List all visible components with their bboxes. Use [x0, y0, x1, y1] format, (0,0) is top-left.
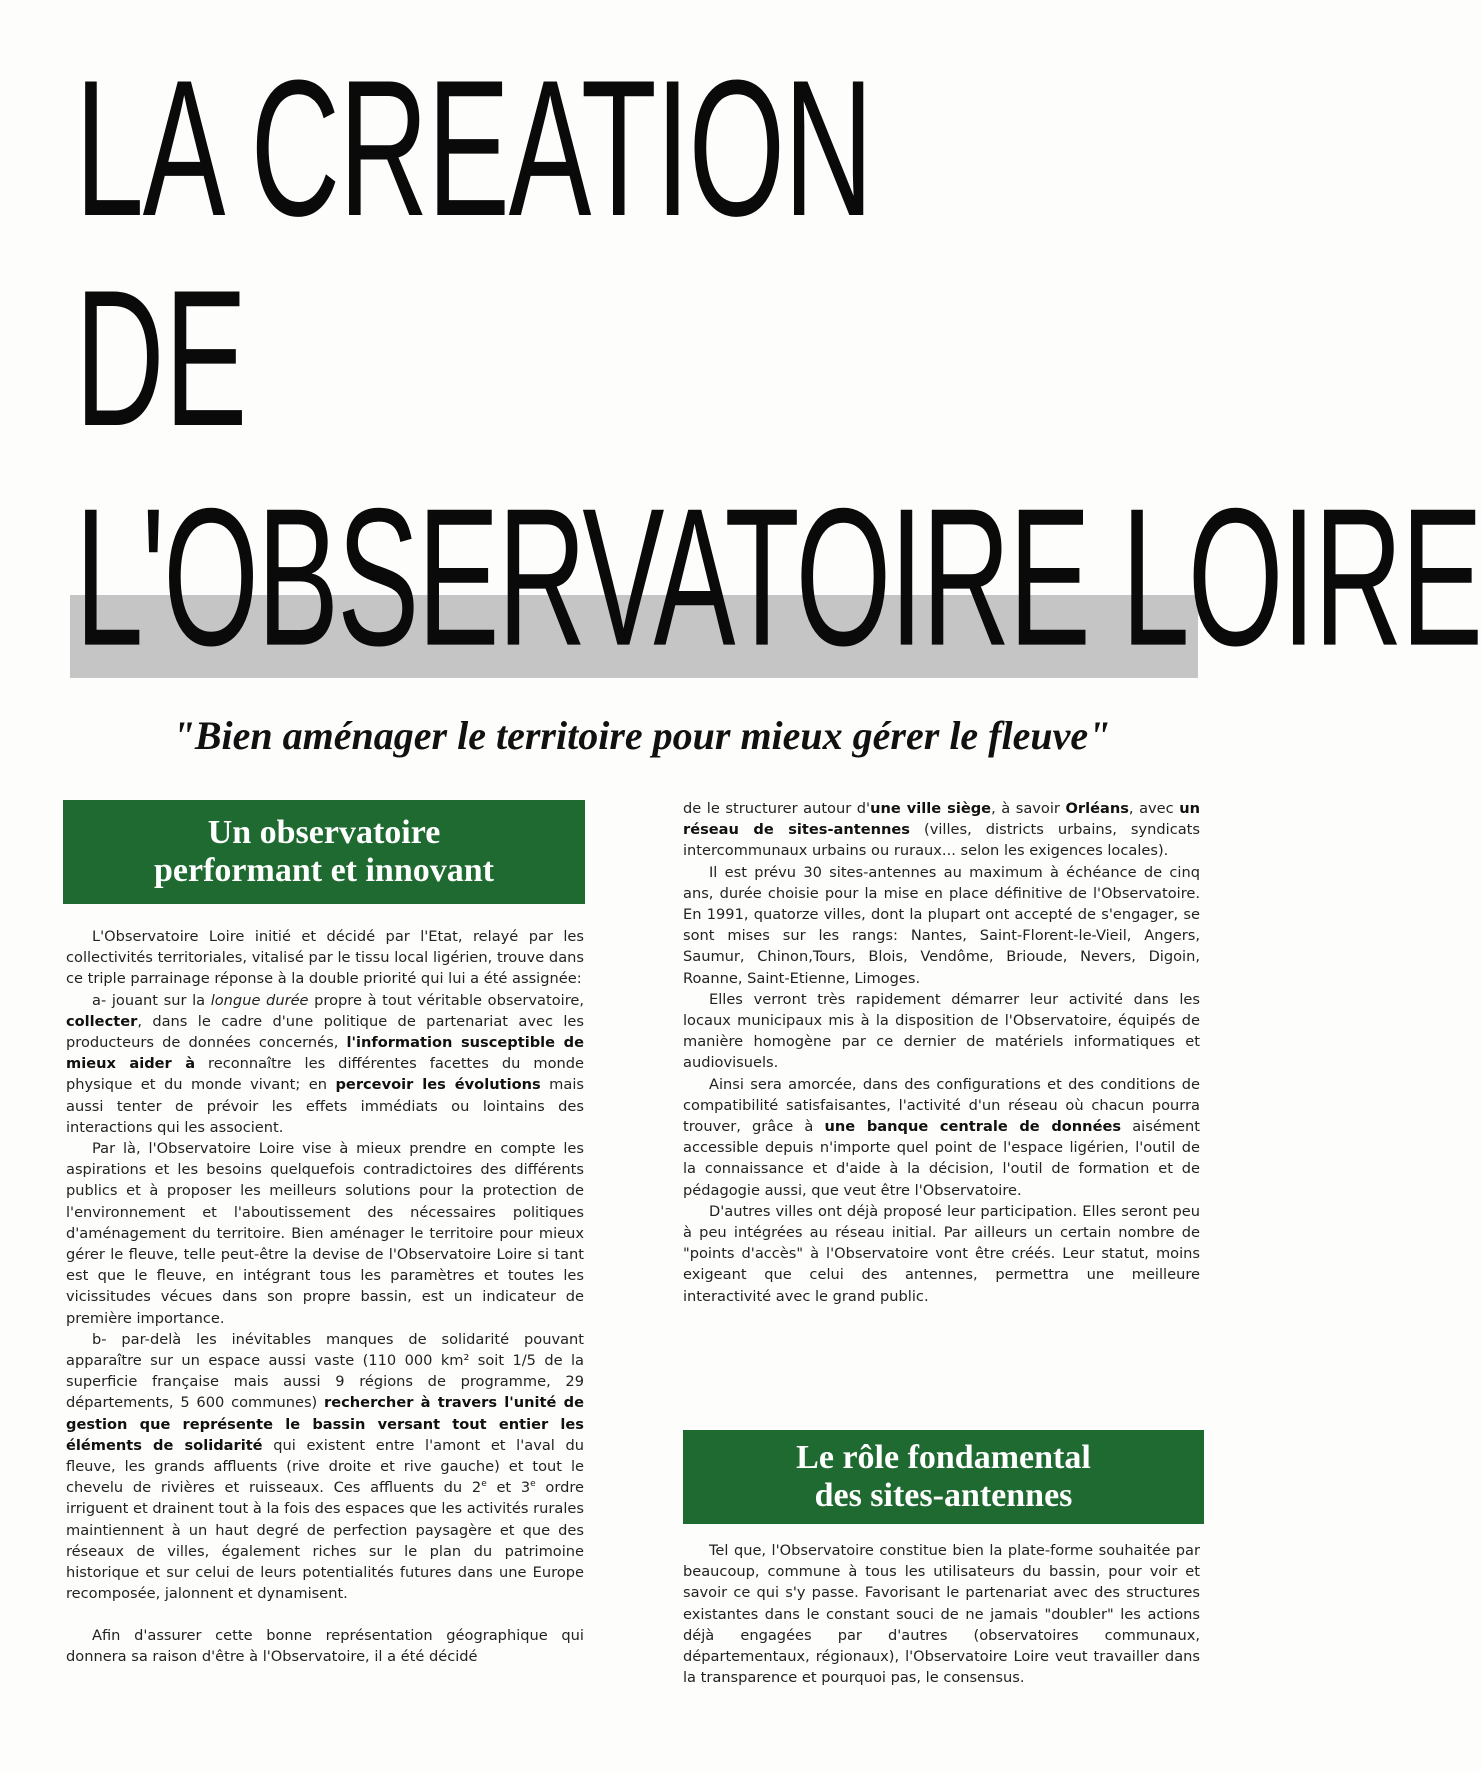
paragraph: L'Observatoire Loire initié et décidé par l'Etat, relayé par les collectivités territoriales, vitalisé par le tissu local ligérien, trouve dans ce triple parrainage réponse à la double priorité qui lui a été assignée:: [66, 928, 584, 988]
paragraph: [66, 1329, 584, 1605]
section-heading-line: des sites-antennes: [814, 1477, 1073, 1514]
paragraph: Afin d'assurer cette bonne représentation géographique qui donnera sa raison d'être à l'Observatoire, il a été décidé: [66, 1626, 584, 1665]
section-heading-sites-antennes: [683, 1430, 1204, 1524]
section-heading-observatoire: [63, 800, 585, 904]
text-run-bold: collecter: [66, 1012, 138, 1030]
text-run: b- par-delà les inévitables manques de solidarité pouvant apparaître sur un espace aussi vaste (110 000 km² soit 1/5 de la superficie française mais aussi 9 régions de programme, 29 départements, 5 600 communes): [66, 1330, 584, 1412]
right-column-text: [683, 798, 1200, 1307]
text-run: qui existent entre l'amont et l'aval du fleuve, les grands affluents (rive droite et rive gauche) et tout le chevelu de rivières et ruisseaux. Ces affluents du 2: [66, 1436, 584, 1497]
text-run: de le structurer autour d': [683, 800, 871, 817]
title-line-3: L'OBSERVATOIRE LOIRE: [75, 468, 1481, 687]
paragraph: D'autres villes ont déjà proposé leur participation. Elles seront peu à peu intégrées au réseau initial. Par ailleurs un certain nombre de "points d'accès" à l'Observatoire vont être créés. Leur statut, moins exigeant que celui des antennes, permettra une meilleure interactivité avec le grand public.: [683, 1202, 1200, 1305]
left-column-text: [66, 926, 584, 1667]
paragraph: Tel que, l'Observatoire constitue bien la plate-forme souhaitée par beaucoup, commune à tous les utilisateurs du bassin, pour voir et savoir ce qui s'y passe. Favorisant le partenariat avec des structures existantes dans le constant souci de ne jamais "doubler" les actions déjà engagées par d'autres (observatoires communaux, départementaux, régionaux), l'Observatoire Loire veut travailler dans la transparence et pourquoi pas, le consensus.: [683, 1542, 1200, 1687]
section-heading-line: Le rôle fondamental: [796, 1439, 1091, 1476]
text-run: aisément accessible depuis n'importe quel point de l'espace ligérien, l'outil de la connaissance et d'aide à la décision, l'outil de formation et de pédagogie aussi, que veut être l'Observatoire.: [683, 1118, 1200, 1199]
title-line-1: LA CREATION: [75, 40, 873, 257]
text-run-bold: une ville siège: [870, 800, 992, 817]
text-run-bold: une banque centrale de données: [824, 1118, 1122, 1136]
section-heading-line: Un observatoire: [207, 814, 441, 851]
text-run: ordre irriguent et drainent tout à la fois des espaces que les activités rurales maintiennent à un haut degré de perfection paysagère et que des réseaux de villes, également riches sur le plan du patrimoine historique et sur celui de leurs potentialités futures dans une Europe recomposée, jalonnent et dynamisent.: [66, 1479, 585, 1603]
text-run-bold: percevoir les évolutions: [335, 1076, 541, 1094]
paragraph: [683, 798, 1200, 862]
text-run: reconnaître les différentes facettes du monde physique et du monde vivant; en: [66, 1055, 585, 1094]
text-run: (villes, districts urbains, syndicats intercommunaux urbains ou ruraux... selon les exigences locales).: [683, 821, 1200, 860]
superscript: e: [530, 1479, 536, 1490]
text-run: , à savoir: [991, 800, 1066, 817]
subtitle-quote: "Bien aménager le territoire pour mieux gérer le fleuve": [172, 713, 1111, 758]
text-run-bold: un réseau de sites-antennes: [683, 800, 1201, 839]
section-heading-line: performant et innovant: [154, 852, 494, 889]
text-run: , dans le cadre d'une politique de partenariat avec les producteurs de données concernés,: [66, 1012, 584, 1052]
paragraph: [683, 1074, 1200, 1201]
superscript: e: [481, 1479, 487, 1490]
text-run: et 3: [486, 1479, 531, 1497]
paragraph: Il est prévu 30 sites-antennes au maximum à échéance de cinq ans, durée choisie pour la mise en place définitive de l'Observatoire. En 1991, quatorze villes, dont la plupart ont accepté de s'engager, se sont mises sur les rangs: Nantes, Saint-Florent-le-Vieil, Angers, Saumur, Chinon,Tours, Blois, Vendôme, Brioude, Nevers, Digoin, Roanne, Saint-Etienne, Limoges.: [683, 863, 1200, 987]
paragraph: Elles verront très rapidement démarrer leur activité dans les locaux municipaux mis à la disposition de l'Observatoire, équipés de manière homogène par ce dernier de matériels informatiques et audiovisuels.: [683, 990, 1200, 1072]
text-run: propre à tout véritable observatoire,: [308, 991, 584, 1009]
text-run-bold: Orléans: [1065, 800, 1129, 817]
paragraph: [66, 990, 584, 1138]
text-run: mais aussi tenter de prévoir les effets immédiats ou lointains des interactions qui les associent.: [66, 1076, 584, 1136]
text-run-italic: longue durée: [210, 991, 309, 1009]
text-run: , avec: [1128, 800, 1180, 817]
text-run-bold: l'information susceptible de mieux aider à: [66, 1034, 584, 1073]
paragraph: Par là, l'Observatoire Loire vise à mieux prendre en compte les aspirations et les besoins quelquefois contradictoires des différents publics et à proposer les meilleurs solutions pour la protection de l'environnement et l'aboutissement des nécessaires politiques d'aménagement du territoire. Bien aménager le territoire pour mieux gérer le fleuve, telle peut-être la devise de l'Observatoire Loire si tant est que le fleuve, en intégrant tous les paramètres et toutes les vicissitudes vécues dans son propre bassin, est un indicateur de première importance.: [66, 1140, 584, 1327]
text-run-bold: rechercher à travers l'unité de gestion que représente le bassin versant tout entier les éléments de solidarité: [66, 1394, 584, 1454]
right-column-bottom-text: [683, 1540, 1200, 1688]
title-line-2: DE: [75, 250, 248, 467]
text-run: Ainsi sera amorcée, dans des configurations et des conditions de compatibilité satisfaisantes, l'activité d'un réseau où chacun pourra trouver, grâce à: [683, 1075, 1200, 1136]
text-run: a- jouant sur la: [92, 991, 211, 1009]
